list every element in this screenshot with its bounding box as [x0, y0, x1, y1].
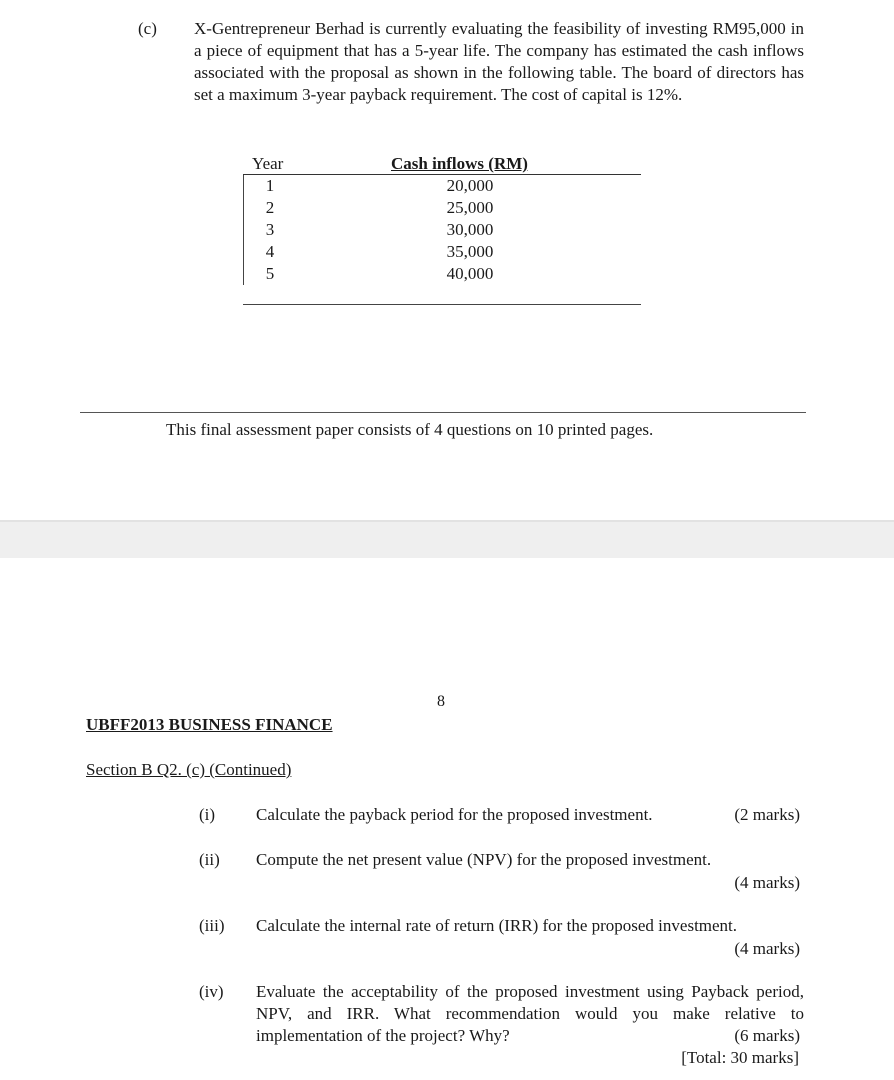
page-separator	[0, 520, 894, 558]
subquestion-number: (iii)	[199, 916, 225, 935]
subquestion-number: (iv)	[199, 982, 224, 1001]
cash-cell: 30,000	[446, 220, 494, 239]
year-cell: 3	[265, 220, 275, 239]
subquestion-marks: (4 marks)	[734, 873, 800, 892]
subquestion-text: Compute the net present value (NPV) for the proposed investment.	[256, 850, 712, 869]
year-cell: 5	[265, 264, 275, 283]
page-number: 8	[437, 693, 445, 710]
table-vertical-rule	[243, 175, 244, 285]
subquestion-marks: (2 marks)	[734, 805, 800, 824]
year-cell: 1	[265, 176, 275, 195]
course-title: UBFF2013 BUSINESS FINANCE	[86, 715, 333, 734]
total-marks: [Total: 30 marks]	[681, 1048, 799, 1067]
year-column	[260, 175, 280, 285]
cash-cell: 20,000	[446, 176, 494, 195]
year-cell: 2	[265, 198, 275, 217]
table-header-year: Year	[252, 154, 284, 173]
subquestion-text: Calculate the payback period for the proposed investment.	[256, 805, 653, 824]
footer-note: This final assessment paper consists of 4 questions on 10 printed pages.	[166, 420, 654, 439]
subquestion-marks: (4 marks)	[734, 939, 800, 958]
question-label: (c)	[138, 19, 157, 38]
footer-rule	[80, 412, 806, 413]
table-header-cash-inflows: Cash inflows (RM)	[391, 154, 528, 173]
cash-cell: 25,000	[446, 198, 494, 217]
subquestion-text: Calculate the internal rate of return (IRR) for the proposed investment.	[256, 916, 738, 935]
subquestion-number: (ii)	[199, 850, 220, 869]
subquestion-number: (i)	[199, 805, 216, 824]
cash-column	[420, 175, 520, 285]
cash-cell: 35,000	[446, 242, 494, 261]
table-bottom-rule	[243, 304, 641, 305]
subquestion-text: Evaluate the acceptability of the proposed investment using Payback period, NPV, and IRR. What recommendation would you make relative to implementation of the project? Why?	[256, 982, 804, 1045]
section-title: Section B Q2. (c) (Continued)	[86, 760, 292, 779]
year-cell: 4	[265, 242, 275, 261]
subquestion-marks: (6 marks)	[734, 1026, 800, 1045]
cash-cell: 40,000	[446, 264, 494, 283]
question-text: X-Gentrepreneur Berhad is currently evaluating the feasibility of investing RM95,000 in a piece of equipment that has a 5-year life. The company has estimated the cash inflows associated with the proposal as shown in the following table. The board of directors has set a maximum 3-year payback requirement. The cost of capital is 12%.	[194, 19, 804, 104]
